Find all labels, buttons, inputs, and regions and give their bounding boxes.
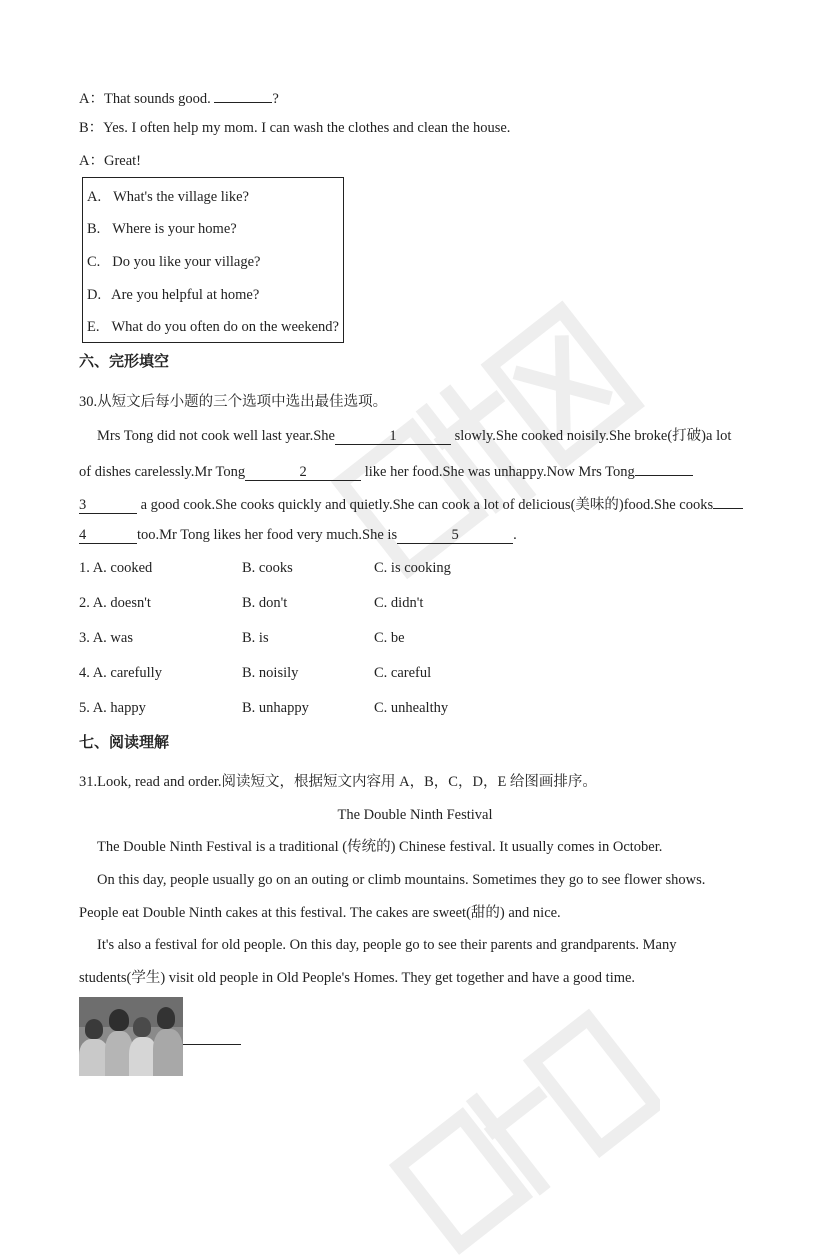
blank-2[interactable]: 2 [245,465,361,481]
option-a: A. What's the village like? [87,189,249,205]
dialogue-text: Great! [103,153,142,169]
blank-5[interactable]: 5 [397,528,513,544]
speaker-label: A： [79,91,104,107]
question-1-choice-c[interactable]: C. is cooking [374,560,451,576]
group-photo [79,997,183,1076]
choice-a[interactable]: A. doesn't [92,595,151,611]
blank-3-start[interactable] [635,460,693,476]
reading-paragraph-2-line-2: People eat Double Ninth cakes at this festival. The cakes are sweet(甜的) and nice. [79,905,561,921]
photo-answer-blank[interactable] [183,1043,241,1045]
dialogue-text: That sounds good. [103,91,215,107]
watermark-logo [300,270,660,630]
option-b: B. Where is your home? [87,221,237,237]
reading-paragraph-3-line-2: students(学生) visit old people in Old People's Homes. They get together and have a good time. [79,970,636,986]
question-5-choice-c[interactable]: C. unhealthy [374,700,449,716]
dialogue-text: Yes. I often help my mom. I can wash the clothes and clean the house. [103,120,511,136]
choice-a[interactable]: A. carefully [92,665,162,681]
passage-line-4: 4 too.Mr Tong likes her food very much.She is 5 . [79,527,517,543]
passage-line-2: of dishes carelessly.Mr Tong 2 like her food.She was unhappy.Now Mrs Tong [79,460,693,481]
section-6-heading: 六、完形填空 [79,352,170,370]
blank-1[interactable]: 1 [335,429,451,445]
reading-paragraph-1: The Double Ninth Festival is a traditional (传统的) Chinese festival. It usually comes in October. [97,839,663,855]
question-4-choice-c[interactable]: C. careful [374,665,432,681]
question-4-choice-b[interactable]: B. noisily [242,665,299,681]
section-6-instruction: 30.从短文后每小题的三个选项中选出最佳选项。 [79,394,388,410]
question-1-choice-b[interactable]: B. cooks [242,560,293,576]
passage-line-1: Mrs Tong did not cook well last year.She 1 slowly.She cooked noisily.She broke(打破)a lot [97,428,732,444]
dialogue-line-3 [79,152,141,170]
speaker-label: B： [79,120,104,136]
section-7-heading: 七、阅读理解 [79,733,170,751]
question-5: 5. A. happy [79,700,146,716]
question-2-choice-c[interactable]: C. didn't [374,595,424,611]
question-3-choice-b[interactable]: B. is [242,630,269,646]
blank-3[interactable]: 3 [79,498,137,514]
option-e: E. What do you often do on the weekend? [87,319,339,335]
choice-a[interactable]: A. was [92,630,133,646]
dialogue-line-1 [79,87,279,108]
dialogue-line-2 [79,119,510,137]
passage-line-3: 3 a good cook.She cooks quickly and quietly.She can cook a lot of delicious(美味的)food.She cooks [79,493,743,514]
speaker-label: A： [79,153,104,169]
passage-title: The Double Ninth Festival [337,807,493,823]
option-d: D. Are you helpful at home? [87,287,260,303]
question-3-choice-c[interactable]: C. be [374,630,405,646]
choice-a[interactable]: A. happy [92,700,146,716]
choice-a[interactable]: A. cooked [92,560,153,576]
answer-blank[interactable] [214,87,272,103]
question-4: 4. A. carefully [79,665,162,681]
blank-4-start[interactable] [713,493,743,509]
watermark-logo-bottom [360,1000,660,1260]
question-2-choice-b[interactable]: B. don't [242,595,288,611]
question-3: 3. A. was [79,630,133,646]
question-1: 1. A. cooked [79,560,153,576]
reading-paragraph-3-line-1: It's also a festival for old people. On this day, people go to see their parents and grandparents. Many [97,937,677,953]
question-2: 2. A. doesn't [79,595,151,611]
option-c: C. Do you like your village? [87,254,261,270]
section-7-instruction: 31.Look, read and order.阅读短文，根据短文内容用 A，B，C，D，E 给图画排序。 [79,774,597,790]
question-5-choice-b[interactable]: B. unhappy [242,700,309,716]
reading-paragraph-2-line-1: On this day, people usually go on an outing or climb mountains. Sometimes they go to see flower shows. [97,872,706,888]
blank-4[interactable]: 4 [79,528,137,544]
dialogue-text-end: ? [272,91,279,107]
